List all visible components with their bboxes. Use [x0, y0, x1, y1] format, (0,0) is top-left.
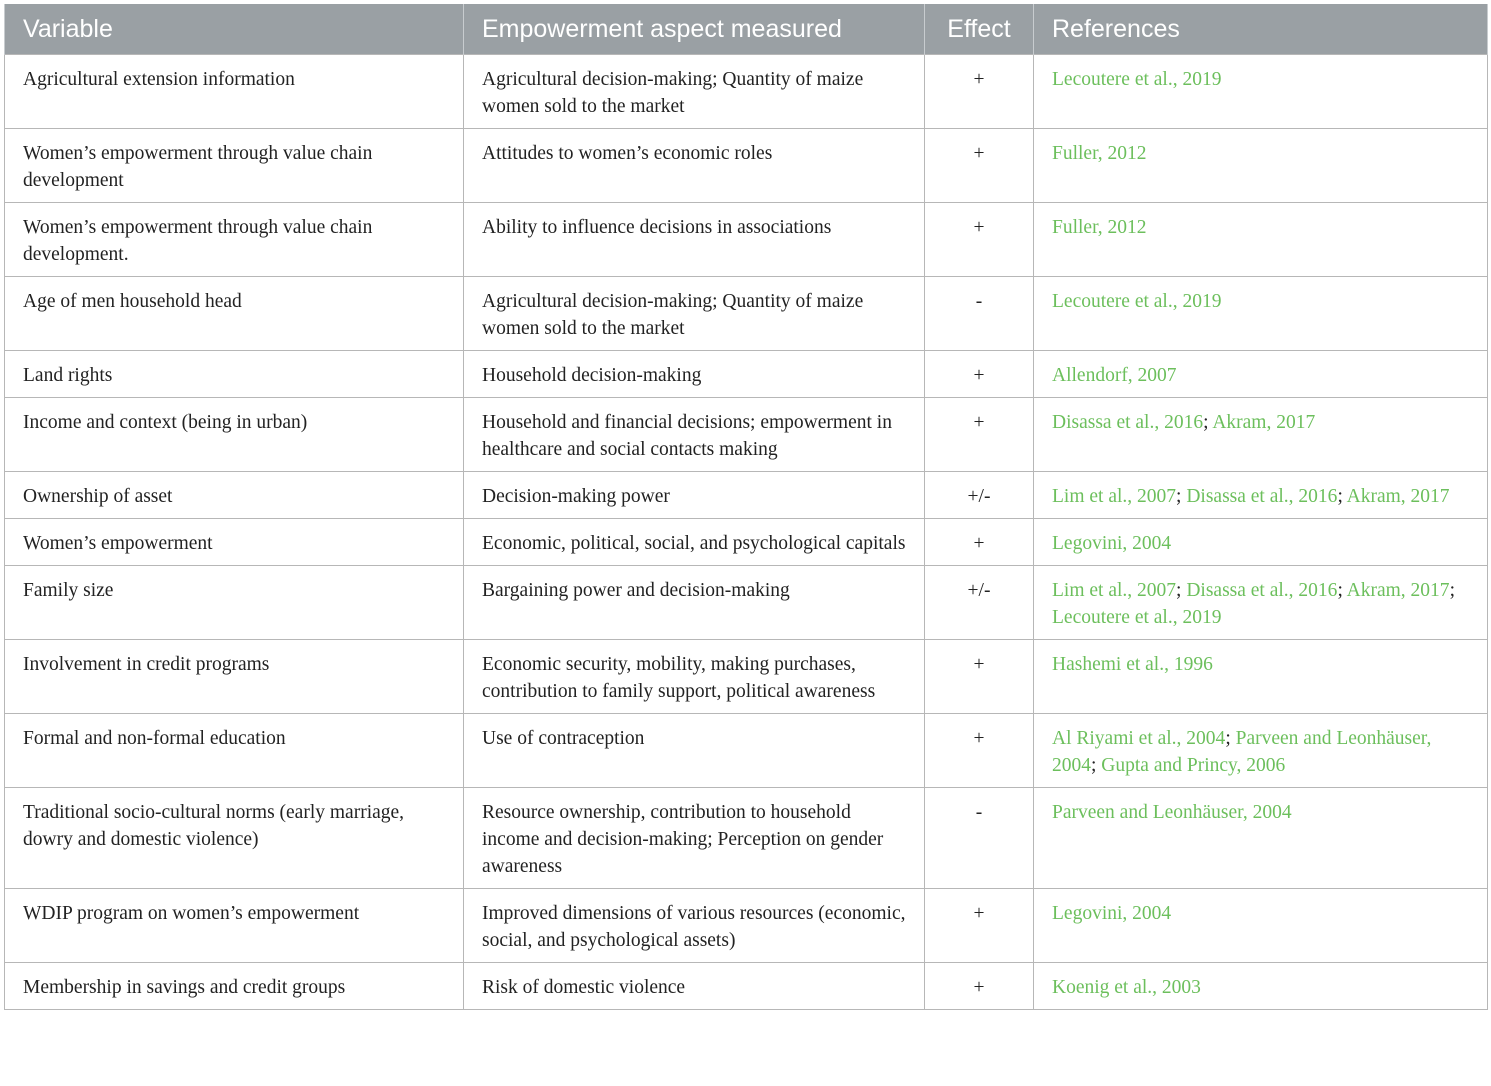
aspect-cell: Use of contraception	[464, 714, 925, 788]
aspect-cell: Agricultural decision-making; Quantity of maize women sold to the market	[464, 277, 925, 351]
aspect-cell: Ability to influence decisions in associations	[464, 203, 925, 277]
reference-separator: ;	[1449, 580, 1455, 601]
header-aspect: Empowerment aspect measured	[464, 4, 925, 55]
aspect-cell: Risk of domestic violence	[464, 963, 925, 1010]
references-cell	[1034, 55, 1488, 129]
reference-separator: ;	[1337, 580, 1347, 601]
effect-cell: -	[925, 788, 1034, 889]
references-cell	[1034, 472, 1488, 519]
aspect-cell: Attitudes to women’s economic roles	[464, 129, 925, 203]
header-effect: Effect	[925, 4, 1034, 55]
reference-separator: ;	[1203, 412, 1213, 433]
variable-cell: Women’s empowerment through value chain development	[5, 129, 464, 203]
reference-link[interactable]: Disassa et al., 2016	[1186, 486, 1338, 507]
reference-link[interactable]: Parveen and Leonhäuser, 2004	[1052, 802, 1292, 823]
effect-cell: +/-	[925, 566, 1034, 640]
reference-link[interactable]: Fuller, 2012	[1052, 217, 1147, 238]
variable-cell: WDIP program on women’s empowerment	[5, 889, 464, 963]
table-row	[5, 203, 1488, 277]
references-cell	[1034, 640, 1488, 714]
variable-cell: Women’s empowerment through value chain development.	[5, 203, 464, 277]
effect-cell: +	[925, 889, 1034, 963]
variable-cell: Traditional socio-cultural norms (early marriage, dowry and domestic violence)	[5, 788, 464, 889]
reference-separator: ;	[1337, 486, 1347, 507]
variable-cell: Formal and non-formal education	[5, 714, 464, 788]
references-cell	[1034, 398, 1488, 472]
variable-cell: Women’s empowerment	[5, 519, 464, 566]
references-cell	[1034, 566, 1488, 640]
reference-separator: ;	[1176, 486, 1187, 507]
reference-link[interactable]: Al Riyami et al., 2004	[1052, 728, 1226, 749]
table-row	[5, 129, 1488, 203]
reference-link[interactable]: Parveen and Leonhäuser, 2004	[1052, 728, 1432, 776]
table-header	[5, 4, 1488, 55]
aspect-cell: Economic security, mobility, making purchases, contribution to family support, political awareness	[464, 640, 925, 714]
effect-cell: +/-	[925, 472, 1034, 519]
table-row	[5, 640, 1488, 714]
reference-link[interactable]: Akram, 2017	[1346, 580, 1450, 601]
variable-cell: Income and context (being in urban)	[5, 398, 464, 472]
reference-link[interactable]: Fuller, 2012	[1052, 143, 1147, 164]
references-cell	[1034, 963, 1488, 1010]
reference-separator: ;	[1225, 728, 1236, 749]
reference-link[interactable]: Lim et al., 2007	[1052, 580, 1177, 601]
references-cell	[1034, 351, 1488, 398]
aspect-cell: Resource ownership, contribution to household income and decision-making; Perception on gender awareness	[464, 788, 925, 889]
variable-cell: Land rights	[5, 351, 464, 398]
variable-cell: Ownership of asset	[5, 472, 464, 519]
reference-link[interactable]: Disassa et al., 2016	[1052, 412, 1204, 433]
reference-link[interactable]: Lecoutere et al., 2019	[1052, 69, 1222, 90]
reference-link[interactable]: Disassa et al., 2016	[1186, 580, 1338, 601]
effect-cell: +	[925, 351, 1034, 398]
aspect-cell: Household decision-making	[464, 351, 925, 398]
variable-cell: Membership in savings and credit groups	[5, 963, 464, 1010]
effect-cell: +	[925, 398, 1034, 472]
variable-cell: Agricultural extension information	[5, 55, 464, 129]
effect-cell: +	[925, 963, 1034, 1010]
table-row	[5, 398, 1488, 472]
table-row	[5, 889, 1488, 963]
effect-cell: +	[925, 640, 1034, 714]
reference-link[interactable]: Lecoutere et al., 2019	[1052, 607, 1222, 628]
reference-link[interactable]: Allendorf, 2007	[1052, 365, 1177, 386]
references-cell	[1034, 129, 1488, 203]
table-row	[5, 55, 1488, 129]
reference-link[interactable]: Lecoutere et al., 2019	[1052, 291, 1222, 312]
references-cell	[1034, 203, 1488, 277]
table-row	[5, 519, 1488, 566]
variable-cell: Involvement in credit programs	[5, 640, 464, 714]
references-cell	[1034, 788, 1488, 889]
variable-cell: Family size	[5, 566, 464, 640]
table-row	[5, 351, 1488, 398]
aspect-cell: Economic, political, social, and psychological capitals	[464, 519, 925, 566]
table-row	[5, 963, 1488, 1010]
reference-link[interactable]: Akram, 2017	[1212, 412, 1316, 433]
reference-link[interactable]: Akram, 2017	[1346, 486, 1450, 507]
table-body	[5, 55, 1488, 1010]
header-variable: Variable	[5, 4, 464, 55]
effect-cell: +	[925, 203, 1034, 277]
aspect-cell: Household and financial decisions; empowerment in healthcare and social contacts making	[464, 398, 925, 472]
table-row	[5, 277, 1488, 351]
aspect-cell: Decision-making power	[464, 472, 925, 519]
aspect-cell: Improved dimensions of various resources (economic, social, and psychological assets)	[464, 889, 925, 963]
references-cell	[1034, 277, 1488, 351]
aspect-cell: Agricultural decision-making; Quantity of maize women sold to the market	[464, 55, 925, 129]
reference-separator: ;	[1091, 755, 1102, 776]
reference-link[interactable]: Koenig et al., 2003	[1052, 977, 1201, 998]
table-row	[5, 472, 1488, 519]
reference-link[interactable]: Gupta and Princy, 2006	[1101, 755, 1286, 776]
reference-separator: ;	[1176, 580, 1187, 601]
table-row	[5, 714, 1488, 788]
effect-cell: +	[925, 129, 1034, 203]
effect-cell: +	[925, 55, 1034, 129]
references-cell	[1034, 519, 1488, 566]
reference-link[interactable]: Lim et al., 2007	[1052, 486, 1177, 507]
aspect-cell: Bargaining power and decision-making	[464, 566, 925, 640]
effect-cell: +	[925, 519, 1034, 566]
references-cell	[1034, 714, 1488, 788]
literature-table	[4, 4, 1488, 1010]
references-cell	[1034, 889, 1488, 963]
table-row	[5, 788, 1488, 889]
effect-cell: +	[925, 714, 1034, 788]
reference-link[interactable]: Legovini, 2004	[1052, 903, 1172, 924]
reference-link[interactable]: Legovini, 2004	[1052, 533, 1172, 554]
reference-link[interactable]: Hashemi et al., 1996	[1052, 654, 1213, 675]
effect-cell: -	[925, 277, 1034, 351]
variable-cell: Age of men household head	[5, 277, 464, 351]
header-references: References	[1034, 4, 1488, 55]
header-row	[5, 4, 1488, 55]
table-row	[5, 566, 1488, 640]
